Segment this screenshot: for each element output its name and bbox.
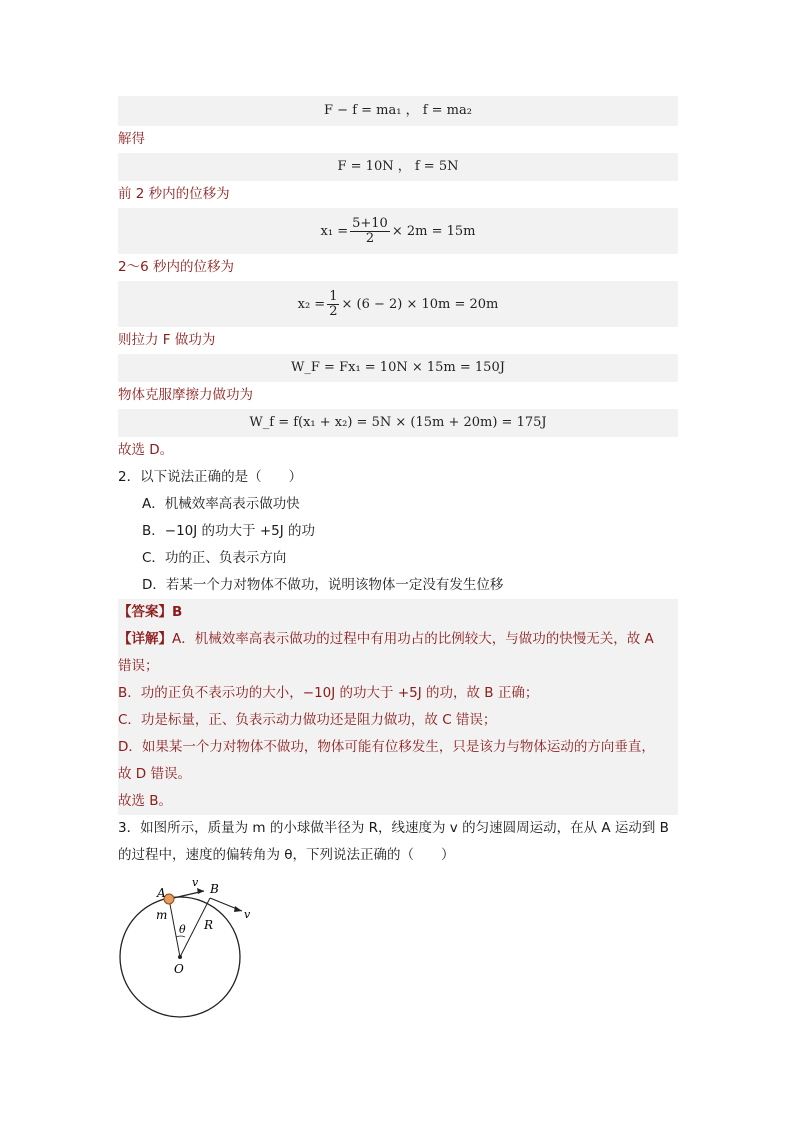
document-page (118, 90, 678, 1023)
label-o: O (174, 962, 184, 976)
question-2-option-c: C．功的正、负表示方向 (142, 550, 287, 566)
formula-x2-left: x₂ = (297, 296, 326, 312)
formula-newton (118, 96, 678, 126)
formula-forces (118, 153, 678, 181)
center-point (178, 955, 182, 959)
conclusion: 故选 B。 (118, 793, 173, 809)
question-3-stem-1: 3．如图所示，质量为 m 的小球做半径为 R，线速度为 v 的匀速圆周运动，在从 A 运动到 B (118, 820, 669, 836)
detail-line-4: D．如果某一个力对物体不做功，物体可能有位移发生，只是该力与物体运动的方向垂直， (118, 739, 655, 755)
detail-text: A．机械效率高表示做功的过程中有用功占的比例较大，与做功的快慢无关，故 A (172, 631, 654, 647)
arrow-head-b (234, 906, 242, 912)
answer-block (118, 599, 678, 815)
detail-line-4b: 故 D 错误。 (118, 766, 191, 782)
text-first-2s: 前 2 秒内的位移为 (118, 186, 230, 202)
fraction-denominator: 2 (365, 230, 375, 246)
question-3-stem-2: 的过程中，速度的偏转角为 θ，下列说法正确的（ ） (118, 847, 455, 863)
detail-line-1b: 错误； (118, 658, 159, 674)
formula-text: F − f = ma₁ ， f = ma₂ (324, 103, 472, 118)
formula-x1 (118, 208, 678, 254)
question-2-option-d: D．若某一个力对物体不做功，说明该物体一定没有发生位移 (142, 577, 504, 593)
detail-line-3: C．功是标量，正、负表示动力做功还是阻力做功，故 C 错误； (118, 712, 497, 728)
detail-line-1 (118, 626, 678, 653)
label-v-b: v (244, 908, 251, 921)
formula-wfriction (118, 409, 678, 437)
formula-text: F = 10N ， f = 5N (337, 159, 459, 174)
label-m: m (156, 908, 168, 922)
question-2-option-b: B．−10J 的功大于 +5J 的功 (142, 523, 315, 539)
formula-text: W_f = f(x₁ + x₂) = 5N × (15m + 20m) = 175J (249, 415, 547, 430)
answer-label: 【答案】B (118, 604, 183, 620)
formula-x2-right: × (6 − 2) × 10m = 20m (341, 296, 499, 312)
formula-wf (118, 354, 678, 382)
text-2-6s: 2～6 秒内的位移为 (118, 259, 234, 275)
text-jiede: 解得 (118, 131, 145, 147)
label-theta: θ (179, 923, 186, 936)
label-b: B (210, 882, 219, 896)
formula-x1-right: × 2m = 15m (391, 223, 476, 239)
fraction-numerator: 5+10 (352, 215, 388, 231)
circular-motion-figure (118, 873, 288, 1023)
fraction (350, 217, 390, 246)
question-2-option-a: A．机械效率高表示做功快 (142, 496, 300, 512)
text-friction-work: 物体克服摩擦力做功为 (118, 387, 253, 403)
label-v-a: v (192, 876, 199, 889)
detail-line-2: B．功的正负不表示功的大小，−10J 的功大于 +5J 的功，故 B 正确； (118, 685, 539, 701)
formula-x1-left: x₁ = (320, 223, 349, 239)
fraction-numerator: 1 (329, 288, 338, 304)
detail-label: 【详解】 (118, 631, 172, 647)
question-2-stem: 2．以下说法正确的是（ ） (118, 469, 303, 485)
fraction (327, 290, 339, 319)
fraction-denominator: 2 (329, 303, 338, 319)
label-a: A (157, 886, 166, 900)
formula-text: W_F = Fx₁ = 10N × 15m = 150J (291, 360, 505, 375)
text-choose-d: 故选 D。 (118, 442, 174, 458)
formula-x2 (118, 281, 678, 327)
angle-arc (176, 936, 185, 937)
text-pull-work: 则拉力 F 做功为 (118, 332, 216, 348)
label-r: R (204, 918, 214, 932)
